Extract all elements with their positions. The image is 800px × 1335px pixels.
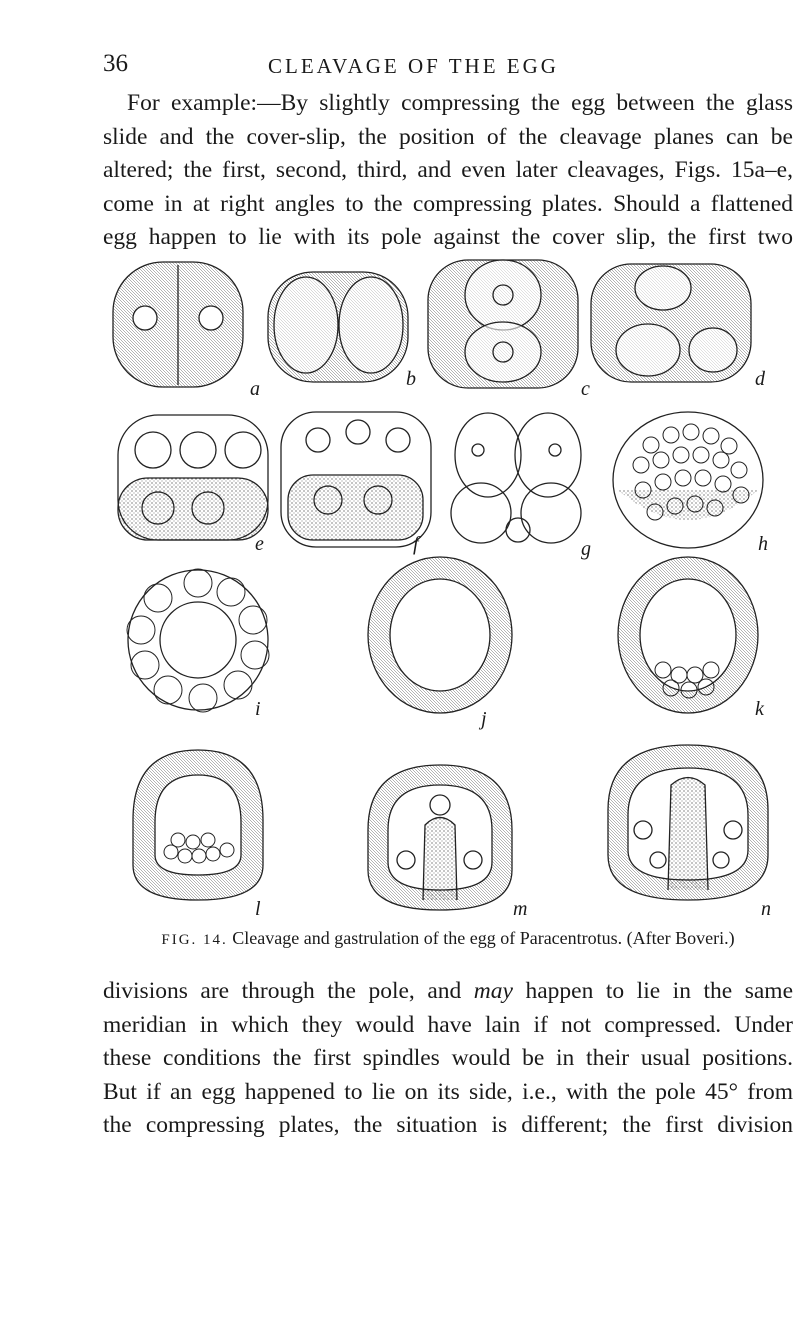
paragraph-1	[103, 87, 793, 255]
label-c: c	[581, 378, 590, 400]
running-head: CLEAVAGE OF THE EGG	[268, 54, 559, 78]
text-line: egg happen to lie with its pole against the cover slip, the first two	[103, 224, 793, 250]
label-i: i	[255, 698, 261, 720]
caption-figure-number: FIG. 14.	[161, 932, 228, 948]
label-n: n	[761, 898, 771, 920]
drawing-f	[281, 412, 431, 547]
label-j: j	[481, 708, 487, 730]
text-segment: happen to lie in the same	[525, 978, 794, 1004]
caption-text: Cleavage and gastrulation of the egg of Paracentrotus. (After Boveri.)	[232, 928, 735, 948]
drawing-n	[608, 745, 768, 900]
label-m: m	[513, 898, 528, 920]
label-e: e	[255, 533, 264, 555]
drawing-l	[133, 750, 263, 900]
label-d: d	[755, 368, 765, 390]
drawing-k	[618, 557, 758, 713]
figure-caption	[103, 928, 793, 949]
drawing-e	[118, 415, 268, 540]
figure-drawings	[103, 250, 793, 930]
drawing-a	[113, 262, 243, 387]
drawing-j	[368, 557, 512, 713]
text-line: the compressing plates, the situation is different; the first division	[103, 1112, 793, 1138]
label-k: k	[755, 698, 764, 720]
text-line: come in at right angles to the compressing plates. Should a flattened	[103, 190, 793, 217]
drawing-c	[428, 260, 578, 388]
text-segment: divisions are through the pole, and	[103, 978, 462, 1004]
label-b: b	[406, 368, 416, 390]
drawing-d	[591, 264, 751, 382]
text-line: these conditions the first spindles would be in their usual positions.	[103, 1045, 793, 1071]
drawing-h	[613, 412, 763, 548]
drawing-b	[268, 272, 408, 382]
text-line: altered; the first, second, third, and even later cleavages, Figs. 15a–e,	[103, 157, 793, 183]
drawing-g	[451, 413, 581, 543]
label-a: a	[250, 378, 260, 400]
figure-cleavage-illustration	[103, 250, 793, 930]
text-line: slide and the cover-slip, the position of the cleavage planes can be	[103, 123, 793, 150]
label-h: h	[758, 533, 768, 555]
label-f: f	[413, 533, 419, 555]
text-line: But if an egg happened to lie on its side, i.e., with the pole 45° from	[103, 1078, 793, 1105]
drawing-m	[368, 765, 512, 910]
label-g: g	[581, 538, 591, 560]
paragraph-2	[103, 975, 793, 1143]
page-number: 36	[103, 50, 128, 77]
page-header	[103, 50, 793, 90]
label-l: l	[255, 898, 261, 920]
drawing-i	[127, 569, 269, 712]
text-line-with-emphasis	[103, 975, 793, 1009]
text-line: meridian in which they would have lain if not compressed. Under	[103, 1011, 793, 1038]
emphasized-word: may	[473, 978, 513, 1004]
text-line: For example:—By slightly compressing the egg between the glass	[127, 90, 793, 116]
